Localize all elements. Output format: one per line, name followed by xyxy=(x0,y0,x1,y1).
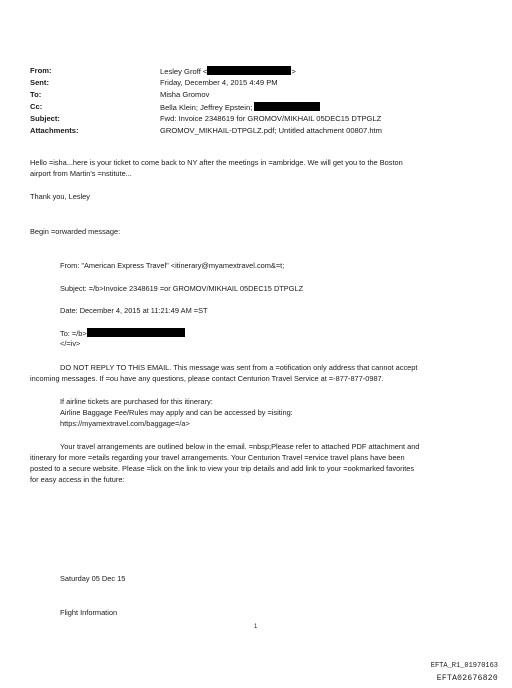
fw-travel-3: posted to a secure website. Please =lick on the link to view your trip details and add link to your =ookmarked favorites xyxy=(30,464,415,473)
redaction-block xyxy=(87,328,185,337)
fw-from: From: "American Express Travel" <itinerary@myamextravel.com&=t; xyxy=(60,261,285,270)
fw-flight-info: Flight Information xyxy=(60,608,118,617)
from-value xyxy=(160,66,296,77)
redaction-block xyxy=(207,66,291,75)
fw-travel-4: for easy access in the future: xyxy=(30,475,125,484)
to-label: To: xyxy=(30,90,42,99)
fw-airline-1: If airline tickets are purchased for this itinerary: xyxy=(60,397,213,406)
bates-number-1: EFTA_R1_01970163 xyxy=(430,662,498,670)
cc-value xyxy=(160,102,320,113)
fw-div-close: </=iv> xyxy=(60,339,81,348)
fw-subject: Subject: =/b>Invoice 2348619 =or GROMOV/MIKHAIL 05DEC15 DTPGLZ xyxy=(60,284,304,293)
fw-noreply-1: DO NOT REPLY TO THIS EMAIL. This message was sent from a =otification only address that cannot accept xyxy=(60,363,418,372)
subject-value: Fwd: Invoice 2348619 for GROMOV/MIKHAIL 05DEC15 DTPGLZ xyxy=(160,114,382,123)
attachments-label: Attachments: xyxy=(30,126,79,135)
fw-travel-2: itinerary for more =etails regarding your travel arrangements. Your Centurion Travel =ervice travel plans have been xyxy=(30,453,405,462)
fw-airline-3[interactable]: https://myamextravel.com/baggage=/a> xyxy=(60,419,190,428)
cc-label: Cc: xyxy=(30,102,43,111)
body-line-1: Hello =isha...here is your ticket to come back to NY after the meetings in =ambridge. We will get you to the Boston xyxy=(30,158,403,167)
fw-date: Date: December 4, 2015 at 11:21:49 AM =ST xyxy=(60,306,208,315)
from-suffix: > xyxy=(291,67,296,76)
from-label: From: xyxy=(30,66,52,75)
to-value: Misha Gromov xyxy=(160,90,210,99)
fw-to-text: To: =/b> xyxy=(60,329,87,338)
body-line-2: airport from Martin's =nstitute... xyxy=(30,169,132,178)
page-number: 1 xyxy=(254,624,258,630)
fw-airline-2: Airline Baggage Fee/Rules may apply and can be accessed by =isiting: xyxy=(60,408,293,417)
subject-label: Subject: xyxy=(30,114,60,123)
sent-label: Sent: xyxy=(30,78,49,87)
fw-noreply-2: incoming messages. If =ou have any questions, please contact Centurion Travel Service at =-877-877-0987. xyxy=(30,374,384,383)
body-thanks: Thank you, Lesley xyxy=(30,192,90,201)
attachments-value: GROMOV_MIKHAIL-DTPGLZ.pdf; Untitled attachment 00807.htm xyxy=(160,126,382,135)
cc-names: Bella Klein; Jeffrey Epstein; xyxy=(160,103,253,112)
redaction-block xyxy=(254,102,320,111)
body-begin-forwarded: Begin =orwarded message: xyxy=(30,227,121,236)
fw-date-section: Saturday 05 Dec 15 xyxy=(60,574,126,583)
fw-to xyxy=(60,328,185,339)
from-name: Lesley Groff < xyxy=(160,67,208,76)
sent-value: Friday, December 4, 2015 4:49 PM xyxy=(160,78,278,87)
fw-travel-1: Your travel arrangements are outlined below in the email. =nbsp;Please refer to attached PDF attachment and xyxy=(60,442,420,451)
bates-number-2: EFTA02676820 xyxy=(436,674,498,683)
